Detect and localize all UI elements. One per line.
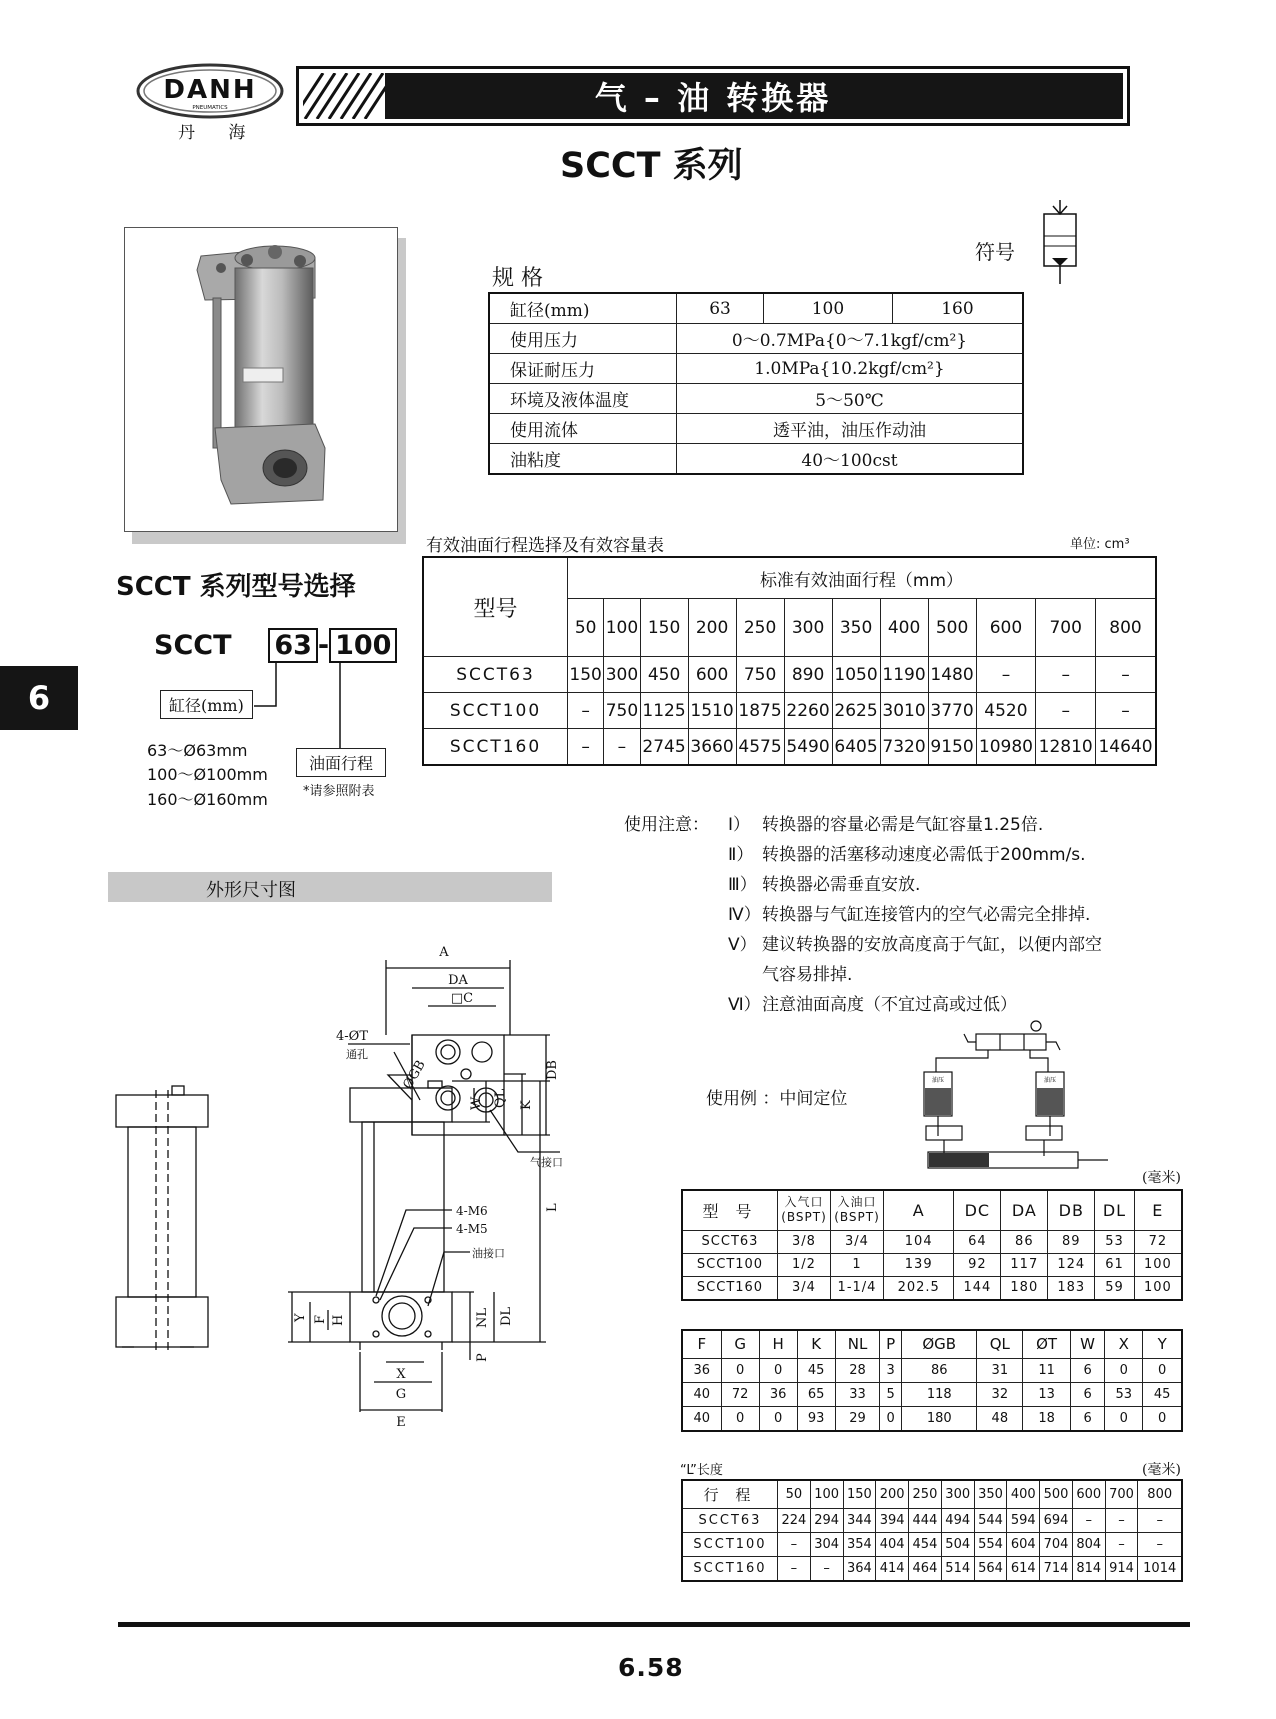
col-header: Y: [1143, 1330, 1182, 1358]
converter-symbol: [1040, 200, 1080, 284]
volume-cell: –: [1096, 657, 1156, 693]
volume-cell: –: [604, 729, 640, 766]
model-cell: SCCT63: [423, 657, 568, 693]
length-cell: –: [1072, 1508, 1105, 1532]
dimension-table-1: [681, 1189, 1183, 1301]
model-cell: SCCT100: [423, 693, 568, 729]
volume-cell: 890: [784, 657, 832, 693]
dimension-cell: 86: [1001, 1230, 1048, 1253]
bore-option: 63～Ø63mm: [147, 741, 248, 760]
dimension-cell: 0: [880, 1406, 902, 1431]
length-cell: –: [1105, 1508, 1138, 1532]
col-header: 400: [1007, 1480, 1040, 1508]
model-code: SCCT 63 - 100: [154, 630, 397, 661]
col-header: E: [1134, 1190, 1182, 1230]
col-header: QL: [977, 1330, 1023, 1358]
volume-cell: 9150: [928, 729, 976, 766]
spec-value: 0～0.7MPa{0～7.1kgf/cm²}: [677, 324, 1024, 354]
table-row: [423, 729, 1156, 766]
dimension-cell: 31: [977, 1358, 1023, 1382]
dim-G: G: [395, 1387, 407, 1402]
volume-cell: –: [1036, 657, 1096, 693]
table-row: [423, 557, 1156, 599]
dimension-cell: 32: [977, 1382, 1023, 1406]
stroke-header-cell: 500: [928, 599, 976, 657]
dimension-section-title: 外形尺寸图: [206, 880, 296, 901]
length-cell: 714: [1040, 1556, 1073, 1581]
dimension-cell: 118: [902, 1382, 977, 1406]
volume-cell: 3010: [880, 693, 928, 729]
dimension-cell: 18: [1023, 1406, 1071, 1431]
col-header: 行 程: [682, 1480, 778, 1508]
volume-cell: 750: [604, 693, 640, 729]
m5-label: 4-M5: [456, 1222, 488, 1236]
stroke-header-cell: 800: [1096, 599, 1156, 657]
note-item: Ⅱ） 转换器的活塞移动速度必需低于200mm/s.: [728, 845, 1086, 865]
length-cell: 704: [1040, 1532, 1073, 1556]
spec-title: 规 格: [492, 266, 543, 291]
dim-DL: DL: [499, 1306, 514, 1326]
stroke-header-cell: 100: [604, 599, 640, 657]
stroke-header-cell: 200: [688, 599, 736, 657]
dimension-cell: 1/2: [778, 1253, 831, 1276]
volume-cell: 6405: [832, 729, 880, 766]
stroke-header-cell: 700: [1036, 599, 1096, 657]
col-header: G: [721, 1330, 759, 1358]
col-header: 800: [1138, 1480, 1182, 1508]
col-header: 500: [1040, 1480, 1073, 1508]
table-row: [682, 1382, 1182, 1406]
page-number: 6.58: [618, 1653, 684, 1682]
dimension-cell: 61: [1095, 1253, 1134, 1276]
table-row: [682, 1358, 1182, 1382]
length-cell: 354: [843, 1532, 876, 1556]
spec-table: [488, 292, 1024, 475]
volume-cell: 3770: [928, 693, 976, 729]
volume-cell: 3660: [688, 729, 736, 766]
table-row: [682, 1230, 1182, 1253]
table-row: [423, 657, 1156, 693]
model-cell: SCCT100: [682, 1253, 778, 1276]
stroke-note: *请参照附表: [303, 784, 375, 799]
length-cell: 1014: [1138, 1556, 1182, 1581]
dimension-cell: 89: [1048, 1230, 1095, 1253]
dimension-cell: 45: [797, 1358, 835, 1382]
table-row: [489, 384, 1023, 414]
spec-value: 40～100cst: [677, 444, 1024, 475]
volume-cell: 4520: [976, 693, 1036, 729]
dim-C: □C: [450, 991, 474, 1006]
model-cell: SCCT160: [682, 1276, 778, 1300]
dimension-cell: 53: [1095, 1230, 1134, 1253]
note-item: Ⅰ） 转换器的容量必需是气缸容量1.25倍.: [728, 815, 1044, 835]
note-item: Ⅴ） 建议转换器的安放高度高于气缸，以便内部空: [728, 935, 1102, 955]
volume-cell: 600: [688, 657, 736, 693]
dim-Y: Y: [293, 1313, 308, 1322]
table-row: [489, 354, 1023, 384]
bore-option: 160～Ø160mm: [147, 790, 268, 809]
length-cell: 294: [810, 1508, 843, 1532]
spec-value: 100: [764, 293, 893, 324]
table-row: [682, 1406, 1182, 1431]
dimension-cell: 0: [1143, 1358, 1182, 1382]
table-row: [682, 1556, 1182, 1581]
col-header: 入气口 (BSPT): [778, 1190, 831, 1230]
dim-DB: DB: [545, 1060, 560, 1080]
dimension-cell: 100: [1134, 1253, 1182, 1276]
model-header: 型号: [423, 557, 568, 657]
length-cell: 224: [778, 1508, 811, 1532]
note-item: Ⅵ）注意油面高度（不宜过高或过低）: [728, 995, 1017, 1015]
dim-X: X: [396, 1367, 406, 1382]
length-cell: 364: [843, 1556, 876, 1581]
dim-QL: QL: [493, 1088, 508, 1108]
col-header: 型 号: [682, 1190, 778, 1230]
dimension-cell: 40: [682, 1406, 721, 1431]
length-cell: –: [778, 1532, 811, 1556]
code-stroke: 100: [329, 628, 397, 663]
volume-cell: –: [1096, 693, 1156, 729]
col-header: F: [682, 1330, 721, 1358]
logo-chinese: 丹 海: [178, 123, 260, 143]
length-cell: 694: [1040, 1508, 1073, 1532]
length-cell: –: [778, 1556, 811, 1581]
spec-value: 63: [677, 293, 764, 324]
logo-text: DANH: [163, 75, 257, 105]
dim-gb: ØGB: [400, 1057, 429, 1092]
volume-cell: –: [568, 729, 604, 766]
length-cell: –: [1138, 1508, 1182, 1532]
m6-label: 4-M6: [456, 1204, 488, 1218]
page-title: 气 – 油 转换器: [594, 79, 832, 117]
spec-label: 使用流体: [489, 414, 677, 444]
model-selection-title: SCCT 系列型号选择: [116, 572, 356, 602]
model-cell: SCCT160: [682, 1556, 778, 1581]
dimension-cell: 3: [880, 1358, 902, 1382]
volume-cell: 1510: [688, 693, 736, 729]
model-cell: SCCT100: [682, 1532, 778, 1556]
dimension-table-2: [681, 1329, 1183, 1432]
model-cell: SCCT160: [423, 729, 568, 766]
dim-through: 通孔: [346, 1048, 368, 1061]
col-header: 100: [810, 1480, 843, 1508]
table-row: [489, 444, 1023, 475]
volume-cell: 450: [640, 657, 688, 693]
length-cell: 804: [1072, 1532, 1105, 1556]
chapter-tab: 6: [0, 666, 78, 730]
length-cell: 814: [1072, 1556, 1105, 1581]
bore-label: 缸径(mm): [160, 690, 253, 719]
volume-cell: 1125: [640, 693, 688, 729]
model-cell: SCCT63: [682, 1230, 778, 1253]
volume-cell: –: [1036, 693, 1096, 729]
table-row: [682, 1480, 1182, 1508]
air-port-label: 气接口: [530, 1156, 563, 1169]
table-row: [489, 414, 1023, 444]
dimension-cell: 45: [1143, 1382, 1182, 1406]
dimension-cell: 104: [884, 1230, 954, 1253]
length-cell: –: [810, 1556, 843, 1581]
l-length-table: [681, 1479, 1183, 1582]
spec-label: 使用压力: [489, 324, 677, 354]
table-row: [682, 1190, 1182, 1230]
dimension-cell: 29: [835, 1406, 880, 1431]
dimension-cell: 1-1/4: [831, 1276, 884, 1300]
length-cell: 564: [974, 1556, 1007, 1581]
dimension-drawing: [110, 940, 670, 1580]
dim-P: P: [475, 1353, 490, 1362]
volume-cell: 150: [568, 657, 604, 693]
dimension-cell: 11: [1023, 1358, 1071, 1382]
table-row: [423, 693, 1156, 729]
tank-label: 油压: [931, 1077, 945, 1084]
spec-value: 透平油，油压作动油: [677, 414, 1024, 444]
dimension-cell: 3/4: [778, 1276, 831, 1300]
volume-cell: 1480: [928, 657, 976, 693]
spec-label: 油粘度: [489, 444, 677, 475]
l-length-title: “L”长度: [680, 1463, 723, 1478]
volume-cell: 5490: [784, 729, 832, 766]
dimension-cell: 0: [1105, 1406, 1143, 1431]
stroke-header-cell: 300: [784, 599, 832, 657]
col-header: 200: [876, 1480, 909, 1508]
col-header: X: [1105, 1330, 1143, 1358]
table-row: [489, 324, 1023, 354]
length-cell: 464: [909, 1556, 942, 1581]
volume-cell: 1875: [736, 693, 784, 729]
spec-label: 保证耐压力: [489, 354, 677, 384]
col-header: NL: [835, 1330, 880, 1358]
dimension-cell: 183: [1048, 1276, 1095, 1300]
col-header: 600: [1072, 1480, 1105, 1508]
volume-cell: 1190: [880, 657, 928, 693]
volume-table: [422, 556, 1157, 766]
col-header: 250: [909, 1480, 942, 1508]
symbol-label: 符号: [975, 240, 1015, 264]
dimension-cell: 48: [977, 1406, 1023, 1431]
volume-cell: 4575: [736, 729, 784, 766]
length-cell: 454: [909, 1532, 942, 1556]
dim-holes: 4-ØT: [336, 1029, 368, 1044]
dim-F: F: [313, 1314, 328, 1324]
dimension-cell: 124: [1048, 1253, 1095, 1276]
col-header: 300: [941, 1480, 974, 1508]
dimension-cell: 65: [797, 1382, 835, 1406]
length-cell: 444: [909, 1508, 942, 1532]
dim-A: A: [439, 945, 449, 960]
example-label: 使用例 ：中间定位: [706, 1089, 848, 1109]
series-title: SCCT 系列: [560, 146, 743, 186]
table-row: [682, 1253, 1182, 1276]
dimension-cell: 13: [1023, 1382, 1071, 1406]
length-cell: 414: [876, 1556, 909, 1581]
bore-option: 100～Ø100mm: [147, 765, 268, 784]
length-cell: 514: [941, 1556, 974, 1581]
stroke-header-cell: 600: [976, 599, 1036, 657]
col-header: H: [759, 1330, 797, 1358]
length-cell: 304: [810, 1532, 843, 1556]
dimension-cell: 6: [1070, 1358, 1104, 1382]
dimension-cell: 28: [835, 1358, 880, 1382]
dimension-cell: 6: [1070, 1406, 1104, 1431]
col-header: DB: [1048, 1190, 1095, 1230]
dimension-cell: 92: [954, 1253, 1001, 1276]
dim-K: K: [519, 1100, 534, 1110]
volume-cell: 14640: [1096, 729, 1156, 766]
col-header: K: [797, 1330, 835, 1358]
dimension-cell: 0: [1143, 1406, 1182, 1431]
dimension-cell: 72: [1134, 1230, 1182, 1253]
col-header: 50: [778, 1480, 811, 1508]
col-header: W: [1070, 1330, 1104, 1358]
oil-port-label: 油接口: [472, 1247, 505, 1260]
length-cell: 494: [941, 1508, 974, 1532]
unit-label: (毫米): [1142, 1170, 1181, 1186]
dimension-cell: 3/8: [778, 1230, 831, 1253]
dimension-cell: 6: [1070, 1382, 1104, 1406]
note-item: Ⅲ） 转换器必需垂直安放.: [728, 875, 921, 895]
table-row: [489, 293, 1023, 324]
volume-cell: 2745: [640, 729, 688, 766]
length-cell: 394: [876, 1508, 909, 1532]
usage-example-diagram: [918, 1020, 1108, 1184]
length-cell: 344: [843, 1508, 876, 1532]
dim-W: W: [469, 1096, 484, 1110]
stroke-label: 油面行程: [296, 748, 386, 777]
dimension-cell: 53: [1105, 1382, 1143, 1406]
col-header: P: [880, 1330, 902, 1358]
col-header: DL: [1095, 1190, 1134, 1230]
volume-caption: 有效油面行程选择及有效容量表: [426, 536, 664, 556]
volume-cell: 2260: [784, 693, 832, 729]
dimension-cell: 0: [721, 1358, 759, 1382]
spec-value: 160: [892, 293, 1023, 324]
dimension-cell: 180: [902, 1406, 977, 1431]
title-bar: [296, 66, 1130, 126]
volume-cell: 10980: [976, 729, 1036, 766]
dimension-cell: 0: [1105, 1358, 1143, 1382]
length-cell: 594: [1007, 1508, 1040, 1532]
logo-sub: PNEUMATICS: [192, 105, 228, 111]
table-row: [682, 1276, 1182, 1300]
length-cell: 604: [1007, 1532, 1040, 1556]
length-cell: 404: [876, 1532, 909, 1556]
length-cell: 504: [941, 1532, 974, 1556]
dim-L: L: [545, 1203, 560, 1212]
volume-cell: 1050: [832, 657, 880, 693]
spec-value: 5～50℃: [677, 384, 1024, 414]
notes-label: 使用注意：: [624, 815, 709, 835]
spec-value: 1.0MPa{10.2kgf/cm²}: [677, 354, 1024, 384]
dim-DA: DA: [448, 973, 468, 988]
dimension-cell: 40: [682, 1382, 721, 1406]
dimension-section-band: [108, 872, 552, 902]
dimension-cell: 139: [884, 1253, 954, 1276]
dimension-cell: 36: [759, 1382, 797, 1406]
dimension-cell: 5: [880, 1382, 902, 1406]
stroke-header-cell: 250: [736, 599, 784, 657]
col-header: 150: [843, 1480, 876, 1508]
dimension-cell: 0: [721, 1406, 759, 1431]
spec-label: 环境及液体温度: [489, 384, 677, 414]
volume-cell: 2625: [832, 693, 880, 729]
volume-cell: 12810: [1036, 729, 1096, 766]
brand-logo: [135, 62, 285, 120]
dimension-cell: 3/4: [831, 1230, 884, 1253]
stroke-header-cell: 350: [832, 599, 880, 657]
code-prefix: SCCT: [154, 630, 232, 661]
dimension-cell: 180: [1001, 1276, 1048, 1300]
volume-cell: 750: [736, 657, 784, 693]
col-header: DA: [1001, 1190, 1048, 1230]
col-header: A: [884, 1190, 954, 1230]
length-cell: 544: [974, 1508, 1007, 1532]
dimension-cell: 59: [1095, 1276, 1134, 1300]
dimension-cell: 144: [954, 1276, 1001, 1300]
volume-cell: –: [568, 693, 604, 729]
dimension-cell: 117: [1001, 1253, 1048, 1276]
dimension-cell: 0: [759, 1358, 797, 1382]
dimension-cell: 72: [721, 1382, 759, 1406]
dimension-cell: 33: [835, 1382, 880, 1406]
length-cell: –: [1105, 1532, 1138, 1556]
dimension-cell: 86: [902, 1358, 977, 1382]
table-row: [682, 1330, 1182, 1358]
col-header: ØGB: [902, 1330, 977, 1358]
tank-label: 油压: [1043, 1077, 1057, 1084]
stroke-header: 标准有效油面行程（mm）: [568, 557, 1157, 599]
note-item: Ⅳ）转换器与气缸连接管内的空气必需完全排掉.: [728, 905, 1091, 925]
dim-E: E: [396, 1415, 406, 1430]
volume-cell: –: [976, 657, 1036, 693]
length-cell: 614: [1007, 1556, 1040, 1581]
length-cell: 914: [1105, 1556, 1138, 1581]
model-cell: SCCT63: [682, 1508, 778, 1532]
table-row: [682, 1532, 1182, 1556]
stroke-header-cell: 150: [640, 599, 688, 657]
stroke-header-cell: 50: [568, 599, 604, 657]
col-header: 350: [974, 1480, 1007, 1508]
dimension-cell: 64: [954, 1230, 1001, 1253]
table-row: [682, 1508, 1182, 1532]
col-header: ØT: [1023, 1330, 1071, 1358]
dim-NL: NL: [475, 1307, 490, 1328]
dimension-cell: 0: [759, 1406, 797, 1431]
dim-H: H: [331, 1314, 346, 1326]
length-cell: –: [1138, 1532, 1182, 1556]
spec-label: 缸径(mm): [489, 293, 677, 324]
col-header: 700: [1105, 1480, 1138, 1508]
volume-cell: 7320: [880, 729, 928, 766]
note-item: 气容易排掉.: [762, 965, 853, 985]
stroke-header-cell: 400: [880, 599, 928, 657]
col-header: DC: [954, 1190, 1001, 1230]
dimension-cell: 93: [797, 1406, 835, 1431]
unit-label: (毫米): [1142, 1462, 1181, 1478]
product-photo: [124, 227, 398, 532]
length-cell: 554: [974, 1532, 1007, 1556]
bottom-rule: [118, 1622, 1190, 1627]
dimension-cell: 36: [682, 1358, 721, 1382]
dimension-cell: 202.5: [884, 1276, 954, 1300]
dimension-cell: 1: [831, 1253, 884, 1276]
dimension-cell: 100: [1134, 1276, 1182, 1300]
volume-cell: 300: [604, 657, 640, 693]
col-header: 入油口 (BSPT): [831, 1190, 884, 1230]
code-bore: 63: [268, 628, 318, 663]
volume-unit: 单位: cm³: [1070, 537, 1130, 552]
